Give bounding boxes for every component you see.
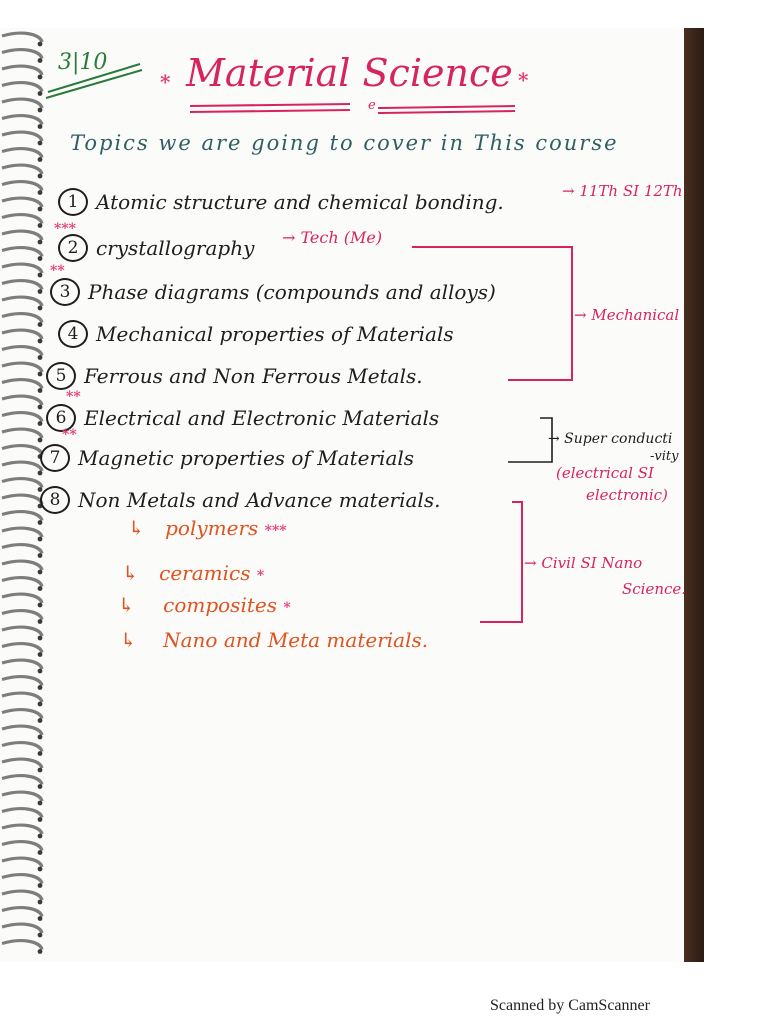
page-title: Material Science [186, 51, 513, 95]
subtopic-composites [118, 595, 291, 615]
subtopic-stars: * [283, 600, 291, 616]
group-mechanical: → Mechanical [574, 306, 680, 324]
topic-7 [40, 444, 414, 472]
topic-number: 6 [46, 404, 76, 432]
group-superconductivity: → Super conducti [548, 431, 673, 447]
topic-6 [46, 404, 439, 432]
topic-6-stars: ** [66, 389, 81, 405]
group-superconductivity-cont: -vity [650, 449, 679, 464]
topic-text: Electrical and Electronic Materials [84, 406, 440, 430]
date-note: 3|10 [58, 50, 108, 75]
topic-number: 1 [58, 188, 88, 216]
arrow-icon: ↳ [128, 516, 145, 540]
topic-4 [58, 320, 454, 348]
topic-2 [58, 234, 254, 262]
topic-text: Magnetic properties of Materials [78, 446, 415, 470]
group-electrical: (electrical SI [556, 464, 654, 482]
arrow-icon: ↳ [122, 561, 139, 585]
arrow-icon: ↳ [120, 628, 137, 652]
topic-8 [40, 486, 440, 514]
group-electrical-cont: electronic) [586, 486, 668, 504]
topic-number: 8 [40, 486, 70, 514]
topic-2-stars: *** [54, 221, 76, 237]
topic-7-stars: ** [62, 427, 77, 443]
subtopic-stars: * [256, 568, 265, 584]
topic-text: Mechanical properties of Materials [96, 322, 454, 346]
intro-line: Topics we are going to cover in This course [70, 131, 619, 155]
topic-text: Phase diagrams (compounds and alloys) [88, 280, 496, 304]
group-civil-nano: → Civil SI Nano [524, 554, 643, 572]
topic-number: 4 [58, 320, 88, 348]
subtopic-text: Nano and Meta materials. [163, 628, 429, 652]
scanner-watermark: Scanned by CamScanner [490, 997, 650, 1014]
underline-mark: e [368, 98, 376, 113]
subtopic-text: ceramics [159, 561, 251, 585]
topic-1-note: → 11Th SI 12Th [562, 182, 683, 200]
topic-number: 5 [46, 362, 76, 390]
title-star-left: * [160, 70, 171, 94]
group-civil-nano-cont: Science. [622, 580, 687, 598]
subtopic-stars: *** [264, 523, 287, 539]
topic-3 [50, 278, 496, 306]
subtopic-text: composites [163, 593, 277, 617]
topic-number: 2 [58, 234, 88, 262]
subtopic-ceramics [122, 563, 264, 583]
subtopic-nano-meta [120, 630, 428, 650]
topic-text: Non Metals and Advance materials. [78, 488, 441, 512]
topic-3-stars: ** [50, 263, 65, 279]
topic-2-note: → Tech (Me) [282, 228, 383, 247]
topic-text: Ferrous and Non Ferrous Metals. [84, 364, 423, 388]
topic-number: 3 [50, 278, 80, 306]
topic-number: 7 [40, 444, 70, 472]
topic-text: crystallography [96, 236, 255, 260]
topic-1 [58, 188, 504, 216]
title-star-right: * [518, 68, 529, 92]
arrow-icon: ↳ [118, 593, 135, 617]
subtopic-polymers [128, 518, 287, 538]
topic-5 [46, 362, 423, 390]
topic-text: Atomic structure and chemical bonding. [96, 190, 504, 214]
subtopic-text: polymers [165, 516, 259, 540]
